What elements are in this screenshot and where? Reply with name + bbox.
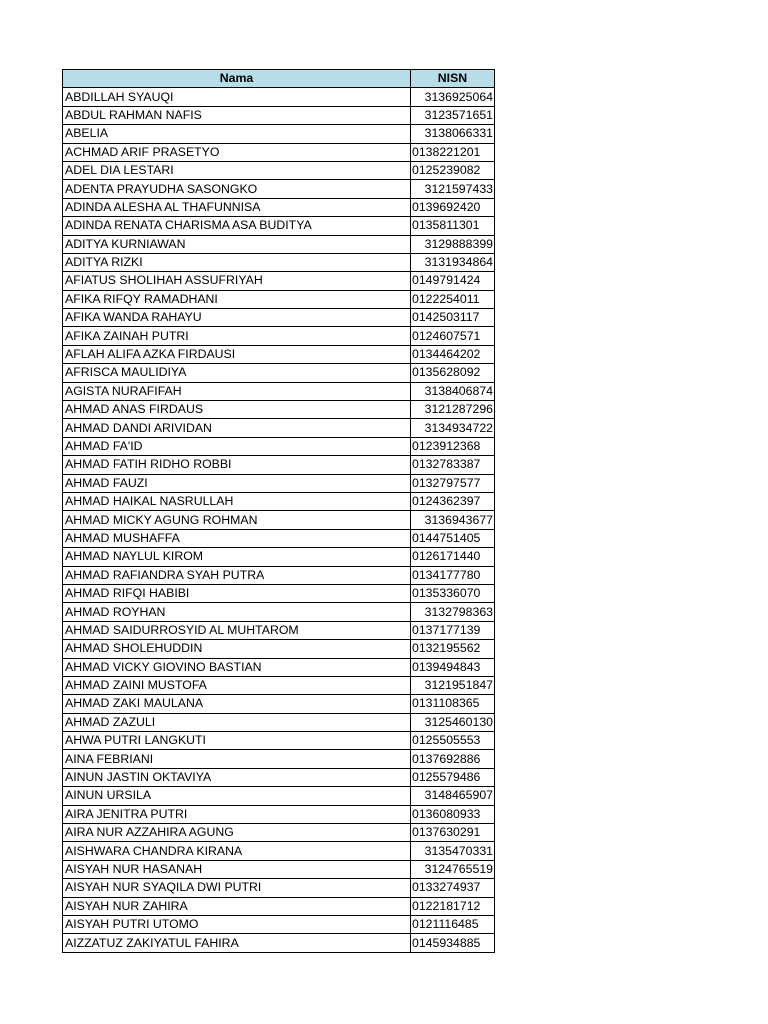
cell-nisn[interactable]: 0149791424 xyxy=(411,272,495,290)
cell-nisn[interactable]: 0135336070 xyxy=(411,584,495,602)
table-row xyxy=(63,676,495,694)
table-row xyxy=(63,492,495,510)
table-row xyxy=(63,511,495,529)
cell-nisn[interactable]: 0123912368 xyxy=(411,437,495,455)
cell-nisn[interactable]: 3123571651 xyxy=(411,106,495,124)
table-row xyxy=(63,915,495,933)
cell-nisn[interactable]: 0125505553 xyxy=(411,732,495,750)
cell-nisn[interactable]: 0139494843 xyxy=(411,658,495,676)
table-row xyxy=(63,842,495,860)
cell-nisn[interactable]: 3121287296 xyxy=(411,401,495,419)
cell-nama[interactable]: ADEL DIA LESTARI xyxy=(63,161,411,179)
table-row xyxy=(63,235,495,253)
cell-nama[interactable]: AHMAD FA'ID xyxy=(63,437,411,455)
table-row xyxy=(63,768,495,786)
cell-nama[interactable]: AFIKA ZAINAH PUTRI xyxy=(63,327,411,345)
table-row xyxy=(63,309,495,327)
cell-nama[interactable]: AISYAH PUTRI UTOMO xyxy=(63,915,411,933)
cell-nisn[interactable]: 0135811301 xyxy=(411,217,495,235)
table-row xyxy=(63,658,495,676)
table-row xyxy=(63,456,495,474)
cell-nama[interactable]: AHMAD FATIH RIDHO ROBBI xyxy=(63,456,411,474)
cell-nama[interactable]: AIZZATUZ ZAKIYATUL FAHIRA xyxy=(63,934,411,952)
cell-nama[interactable]: ABDILLAH SYAUQI xyxy=(63,88,411,106)
cell-nisn[interactable]: 3121597433 xyxy=(411,180,495,198)
table-row xyxy=(63,787,495,805)
table-row xyxy=(63,290,495,308)
table-row xyxy=(63,180,495,198)
cell-nisn[interactable]: 3136925064 xyxy=(411,88,495,106)
cell-nama[interactable]: AFIATUS SHOLIHAH ASSUFRIYAH xyxy=(63,272,411,290)
table-row xyxy=(63,419,495,437)
table-row xyxy=(63,345,495,363)
cell-nama[interactable]: AFRISCA MAULIDIYA xyxy=(63,364,411,382)
table-row xyxy=(63,640,495,658)
table-row xyxy=(63,713,495,731)
cell-nisn[interactable]: 0122181712 xyxy=(411,897,495,915)
cell-nama[interactable]: AISYAH NUR ZAHIRA xyxy=(63,897,411,915)
table-row xyxy=(63,603,495,621)
cell-nama[interactable]: AISYAH NUR SYAQILA DWI PUTRI xyxy=(63,879,411,897)
table-row xyxy=(63,437,495,455)
cell-nama[interactable]: AHMAD RIFQI HABIBI xyxy=(63,584,411,602)
cell-nama[interactable]: AHMAD MICKY AGUNG ROHMAN xyxy=(63,511,411,529)
cell-nama[interactable]: ACHMAD ARIF PRASETYO xyxy=(63,143,411,161)
table-row xyxy=(63,860,495,878)
cell-nisn[interactable]: 3138066331 xyxy=(411,125,495,143)
cell-nisn[interactable]: 0134464202 xyxy=(411,345,495,363)
table-row xyxy=(63,198,495,216)
cell-nisn[interactable]: 0132195562 xyxy=(411,640,495,658)
cell-nisn[interactable]: 0122254011 xyxy=(411,290,495,308)
table-row xyxy=(63,217,495,235)
table-row xyxy=(63,897,495,915)
table-row xyxy=(63,143,495,161)
cell-nama[interactable]: AINUN URSILA xyxy=(63,787,411,805)
table-row xyxy=(63,125,495,143)
table-row xyxy=(63,934,495,952)
cell-nama[interactable]: AINA FEBRIANI xyxy=(63,750,411,768)
cell-nama[interactable]: ADENTA PRAYUDHA SASONGKO xyxy=(63,180,411,198)
cell-nama[interactable]: AHMAD ZAINI MUSTOFA xyxy=(63,676,411,694)
table-row xyxy=(63,364,495,382)
cell-nisn[interactable]: 3131934864 xyxy=(411,253,495,271)
cell-nisn[interactable]: 0144751405 xyxy=(411,529,495,547)
cell-nisn[interactable]: 0137630291 xyxy=(411,824,495,842)
cell-nama[interactable]: ADINDA ALESHA AL THAFUNNISA xyxy=(63,198,411,216)
table-row xyxy=(63,253,495,271)
cell-nisn[interactable]: 0132783387 xyxy=(411,456,495,474)
cell-nisn[interactable]: 0137177139 xyxy=(411,621,495,639)
table-row xyxy=(63,621,495,639)
cell-nisn[interactable]: 0134177780 xyxy=(411,566,495,584)
table-row xyxy=(63,529,495,547)
cell-nisn[interactable]: 3138406874 xyxy=(411,382,495,400)
cell-nama[interactable]: AHMAD NAYLUL KIROM xyxy=(63,548,411,566)
cell-nama[interactable]: AHMAD ANAS FIRDAUS xyxy=(63,401,411,419)
cell-nama[interactable]: AIRA JENITRA PUTRI xyxy=(63,805,411,823)
cell-nisn[interactable]: 0145934885 xyxy=(411,934,495,952)
header-row xyxy=(63,70,495,88)
table-row xyxy=(63,327,495,345)
cell-nisn[interactable]: 0126171440 xyxy=(411,548,495,566)
cell-nama[interactable]: AHMAD SAIDURROSYID AL MUHTAROM xyxy=(63,621,411,639)
table-row xyxy=(63,732,495,750)
cell-nama[interactable]: AHMAD MUSHAFFA xyxy=(63,529,411,547)
table-body xyxy=(63,88,495,952)
table-row xyxy=(63,584,495,602)
cell-nisn[interactable]: 3148465907 xyxy=(411,787,495,805)
table-row xyxy=(63,879,495,897)
cell-nama[interactable]: AHMAD ZAKI MAULANA xyxy=(63,695,411,713)
cell-nisn[interactable]: 0142503117 xyxy=(411,309,495,327)
cell-nama[interactable]: ADITYA RIZKI xyxy=(63,253,411,271)
cell-nama[interactable]: ABDUL RAHMAN NAFIS xyxy=(63,106,411,124)
cell-nama[interactable]: ADINDA RENATA CHARISMA ASA BUDITYA xyxy=(63,217,411,235)
cell-nama[interactable]: AHMAD HAIKAL NASRULLAH xyxy=(63,492,411,510)
cell-nama[interactable]: AINUN JASTIN OKTAVIYA xyxy=(63,768,411,786)
cell-nisn[interactable]: 3132798363 xyxy=(411,603,495,621)
cell-nama[interactable]: AGISTA NURAFIFAH xyxy=(63,382,411,400)
table-row xyxy=(63,401,495,419)
student-table xyxy=(62,69,495,953)
cell-nisn[interactable]: 3135470331 xyxy=(411,842,495,860)
cell-nama[interactable]: AHMAD DANDI ARIVIDAN xyxy=(63,419,411,437)
cell-nisn[interactable]: 0132797577 xyxy=(411,474,495,492)
cell-nisn[interactable]: 3125460130 xyxy=(411,713,495,731)
cell-nisn[interactable]: 0125239082 xyxy=(411,161,495,179)
cell-nama[interactable]: AISHWARA CHANDRA KIRANA xyxy=(63,842,411,860)
cell-nisn[interactable]: 0124607571 xyxy=(411,327,495,345)
table-row xyxy=(63,88,495,106)
cell-nisn[interactable]: 3121951847 xyxy=(411,676,495,694)
header-nama: Nama xyxy=(63,70,411,88)
cell-nisn[interactable]: 3134934722 xyxy=(411,419,495,437)
cell-nama[interactable]: AIRA NUR AZZAHIRA AGUNG xyxy=(63,824,411,842)
cell-nisn[interactable]: 0124362397 xyxy=(411,492,495,510)
cell-nama[interactable]: AHMAD SHOLEHUDDIN xyxy=(63,640,411,658)
table-row xyxy=(63,272,495,290)
cell-nama[interactable]: AISYAH NUR HASANAH xyxy=(63,860,411,878)
table-row xyxy=(63,750,495,768)
cell-nama[interactable]: AFLAH ALIFA AZKA FIRDAUSI xyxy=(63,345,411,363)
cell-nisn[interactable]: 3129888399 xyxy=(411,235,495,253)
cell-nisn[interactable]: 0121116485 xyxy=(411,915,495,933)
cell-nisn[interactable]: 0133274937 xyxy=(411,879,495,897)
cell-nisn[interactable]: 3124765519 xyxy=(411,860,495,878)
cell-nisn[interactable]: 0137692886 xyxy=(411,750,495,768)
cell-nisn[interactable]: 0136080933 xyxy=(411,805,495,823)
table-row xyxy=(63,474,495,492)
cell-nisn[interactable]: 0139692420 xyxy=(411,198,495,216)
table-row xyxy=(63,106,495,124)
cell-nama[interactable]: AHMAD RAFIANDRA SYAH PUTRA xyxy=(63,566,411,584)
table-row xyxy=(63,548,495,566)
table-row xyxy=(63,566,495,584)
table-row xyxy=(63,382,495,400)
cell-nisn[interactable]: 0125579486 xyxy=(411,768,495,786)
cell-nisn[interactable]: 0135628092 xyxy=(411,364,495,382)
cell-nama[interactable]: AHMAD FAUZI xyxy=(63,474,411,492)
header-nisn: NISN xyxy=(411,70,495,88)
cell-nama[interactable]: AFIKA RIFQY RAMADHANI xyxy=(63,290,411,308)
cell-nisn[interactable]: 0131108365 xyxy=(411,695,495,713)
cell-nama[interactable]: AHMAD ZAZULI xyxy=(63,713,411,731)
table-row xyxy=(63,824,495,842)
cell-nama[interactable]: ADITYA KURNIAWAN xyxy=(63,235,411,253)
cell-nisn[interactable]: 3136943677 xyxy=(411,511,495,529)
cell-nama[interactable]: AHMAD ROYHAN xyxy=(63,603,411,621)
cell-nama[interactable]: AHWA PUTRI LANGKUTI xyxy=(63,732,411,750)
table-row xyxy=(63,695,495,713)
table-row xyxy=(63,161,495,179)
cell-nama[interactable]: ABELIA xyxy=(63,125,411,143)
table-row xyxy=(63,805,495,823)
cell-nisn[interactable]: 0138221201 xyxy=(411,143,495,161)
cell-nama[interactable]: AHMAD VICKY GIOVINO BASTIAN xyxy=(63,658,411,676)
cell-nama[interactable]: AFIKA WANDA RAHAYU xyxy=(63,309,411,327)
